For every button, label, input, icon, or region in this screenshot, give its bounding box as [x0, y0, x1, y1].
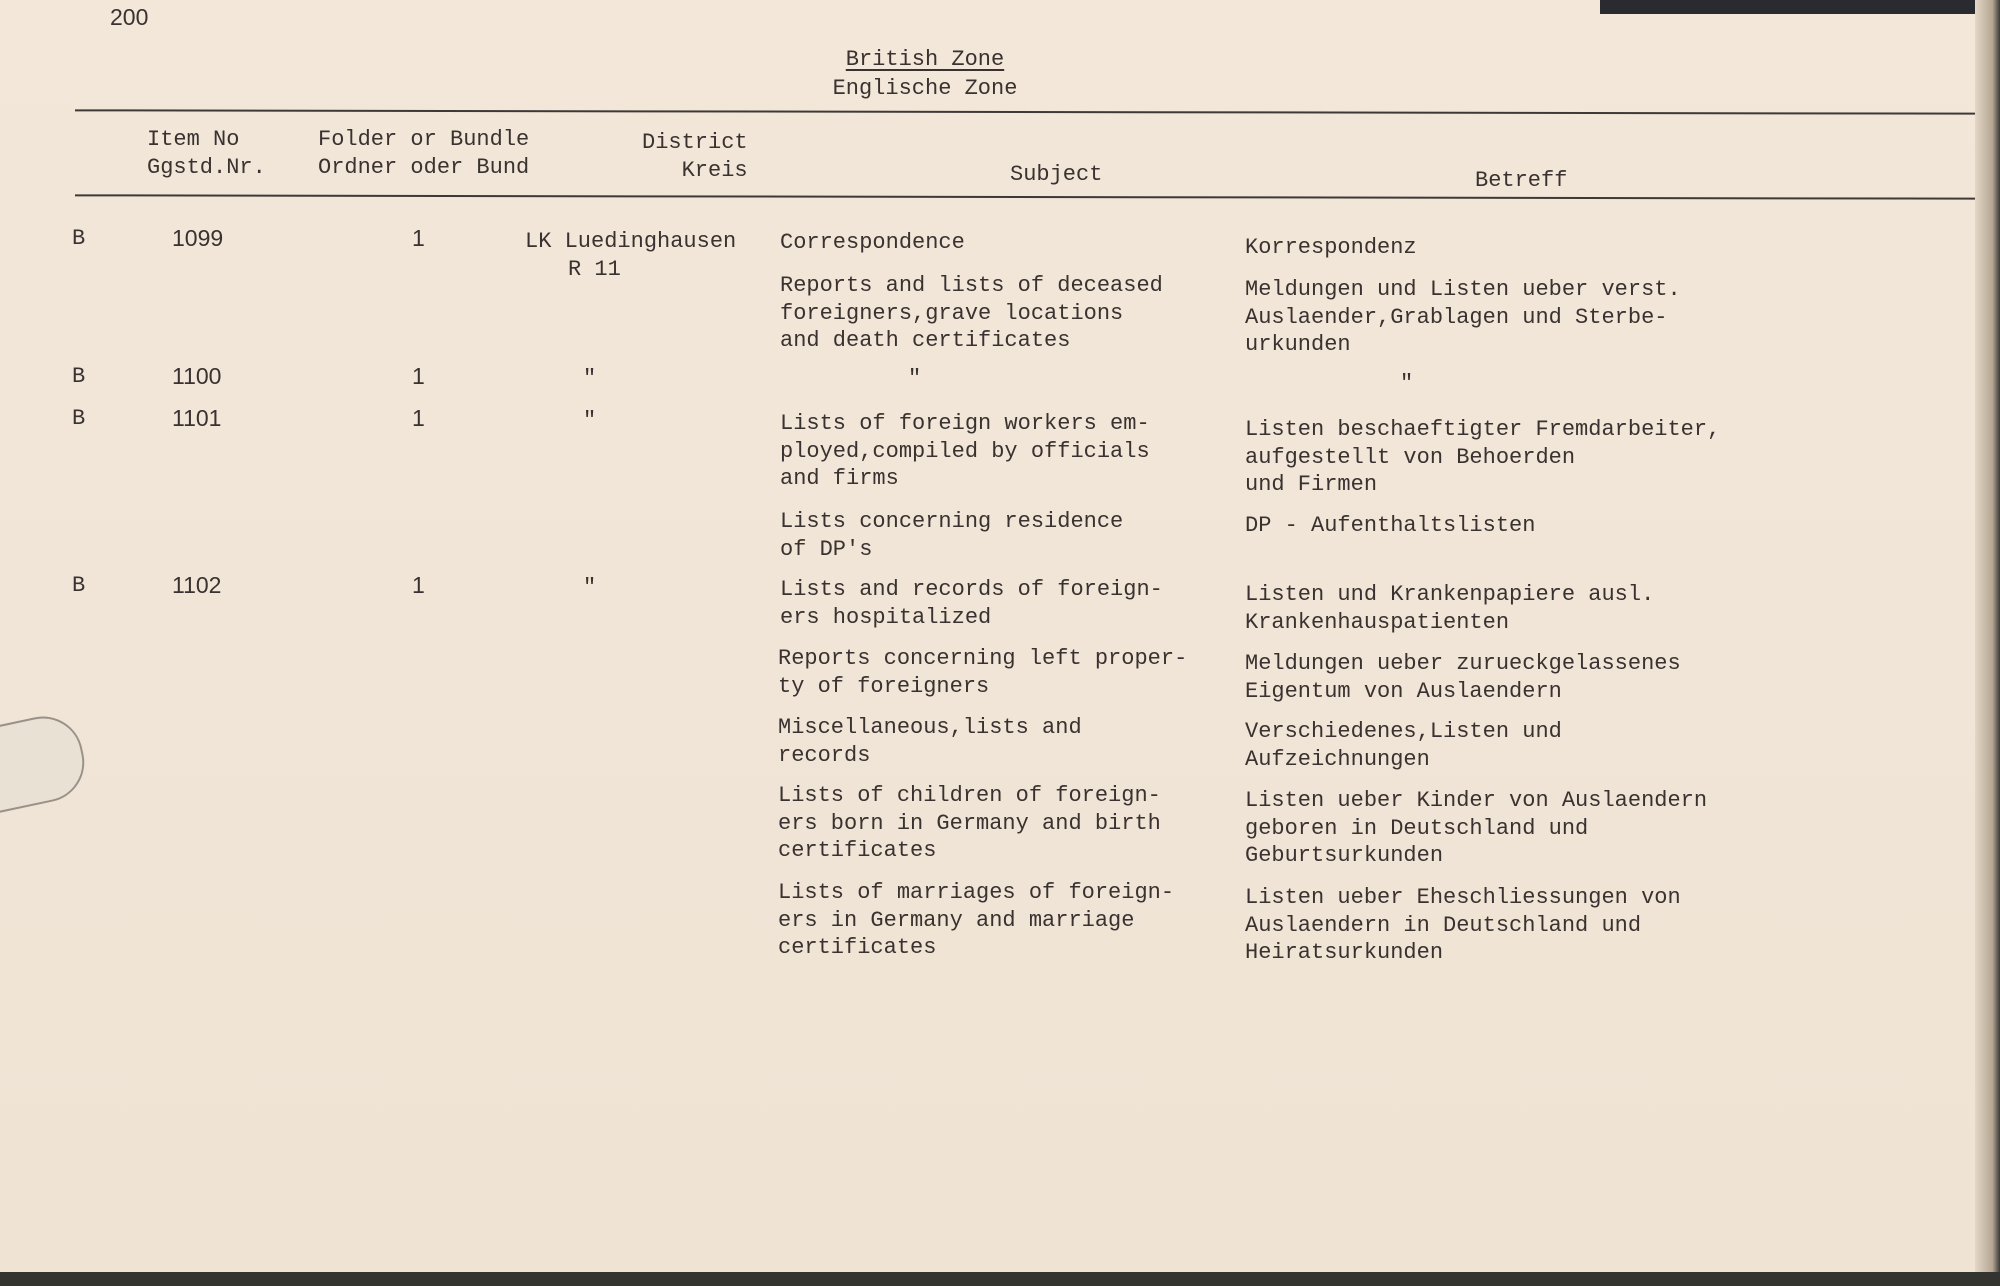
item-number: 1102 [172, 572, 222, 598]
folder-count: 1 [412, 405, 425, 431]
subject-ditto: " [908, 366, 922, 391]
betreff-text: DP - Aufenthaltslisten [1245, 513, 1536, 538]
subject-text: Reports concerning left proper- ty of foreigners [778, 646, 1188, 699]
header-betreff: Betreff [1475, 168, 1568, 193]
header-district: District Kreis [642, 130, 748, 183]
item-number: 1100 [172, 363, 222, 389]
item-number: 1099 [172, 225, 224, 251]
subject-text: Lists of children of foreign- ers born in Germany and birth certificates [778, 783, 1161, 863]
folder-count: 1 [412, 363, 425, 389]
district-ditto: " [583, 366, 597, 391]
subject-text: Lists of foreign workers em- ployed,compiled by officials and firms [780, 411, 1150, 491]
row-code: B [72, 406, 86, 431]
district-name: LK Luedinghausen [525, 229, 737, 254]
subject-text: Lists and records of foreign- ers hospitalized [780, 577, 1163, 630]
betreff-text: Listen ueber Eheschliessungen von Auslaendern in Deutschland und Heiratsurkunden [1245, 885, 1681, 965]
row-code: B [72, 364, 86, 389]
betreff-text: Meldungen und Listen ueber verst. Auslaender,Grablagen und Sterbe- urkunden [1245, 277, 1681, 357]
district-ditto: " [583, 408, 597, 433]
district-ditto: " [583, 575, 597, 600]
header-subject: Subject [1010, 162, 1103, 187]
scan-edge-right [1975, 0, 2000, 1286]
title-english: British Zone [845, 47, 1005, 72]
row-code: B [72, 226, 86, 251]
subject-text: Lists concerning residence of DP's [780, 509, 1124, 562]
item-number: 1101 [172, 405, 222, 431]
betreff-text: Listen beschaeftigter Fremdarbeiter, aufgestellt von Behoerden und Firmen [1245, 417, 1721, 497]
betreff-text: Listen und Krankenpapiere ausl. Krankenhauspatienten [1245, 582, 1655, 635]
subject-text: Miscellaneous,lists and records [778, 715, 1082, 768]
district-sub: R 11 [568, 257, 621, 282]
header-rule-top [75, 109, 1975, 114]
betreff-text: Verschiedenes,Listen und Aufzeichnungen [1245, 719, 1562, 772]
folder-count: 1 [412, 225, 425, 251]
betreff-text: Korrespondenz [1245, 235, 1417, 260]
header-rule-bottom [75, 194, 1975, 199]
header-item-no: Item No Ggstd.Nr. [147, 127, 266, 180]
header-folder: Folder or Bundle Ordner oder Bund [318, 127, 530, 180]
scan-edge-bottom [0, 1272, 2000, 1286]
subject-text: Reports and lists of deceased foreigners,grave locations and death certificates [780, 273, 1163, 353]
subject-text: Correspondence [780, 230, 965, 255]
folder-count: 1 [412, 572, 425, 598]
subject-text: Lists of marriages of foreign- ers in Germany and marriage certificates [778, 880, 1175, 960]
betreff-text: Listen ueber Kinder von Auslaendern geboren in Deutschland und Geburtsurkunden [1245, 788, 1708, 868]
scan-edge-top [1600, 0, 2000, 14]
betreff-ditto: " [1400, 371, 1414, 396]
betreff-text: Meldungen ueber zurueckgelassenes Eigentum von Auslaendern [1245, 651, 1681, 704]
page-number: 200 [110, 4, 149, 30]
row-code: B [72, 573, 86, 598]
binder-tab [0, 709, 92, 817]
title-german: Englische Zone [832, 76, 1018, 101]
